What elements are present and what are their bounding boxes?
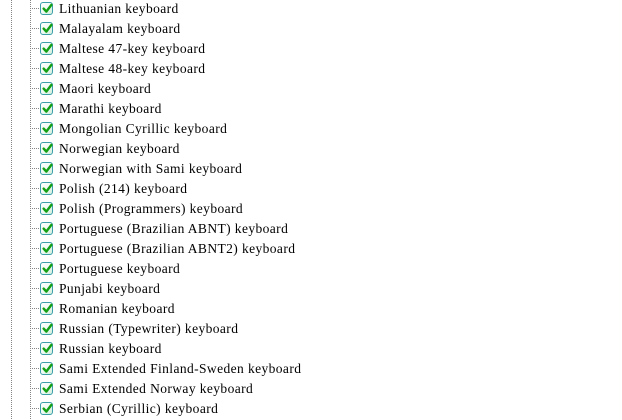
tree-item[interactable]: [0, 19, 622, 39]
tree-item-label[interactable]: Maltese 48-key keyboard: [59, 61, 206, 76]
tree-item[interactable]: [0, 339, 622, 359]
checked-checkbox[interactable]: [40, 262, 53, 275]
checked-checkbox[interactable]: [40, 142, 53, 155]
tree-item-label[interactable]: Polish (214) keyboard: [59, 181, 188, 196]
checked-checkbox[interactable]: [40, 202, 53, 215]
checkmark-icon: [41, 42, 54, 55]
tree-connector-line: [30, 248, 40, 249]
tree-item-label[interactable]: Russian keyboard: [59, 341, 162, 356]
tree-item[interactable]: [0, 219, 622, 239]
tree-connector-line: [30, 408, 40, 409]
tree-connector-line: [30, 108, 40, 109]
tree-item[interactable]: [0, 99, 622, 119]
checkmark-icon: [41, 342, 54, 355]
tree-item[interactable]: [0, 199, 622, 219]
checkmark-icon: [41, 242, 54, 255]
tree-connector-line: [30, 8, 40, 9]
checkmark-icon: [41, 282, 54, 295]
tree-connector-line: [30, 88, 40, 89]
tree-item-label[interactable]: Norwegian keyboard: [59, 141, 180, 156]
checked-checkbox[interactable]: [40, 402, 53, 415]
checkmark-icon: [41, 322, 54, 335]
tree-item[interactable]: [0, 299, 622, 319]
checkmark-icon: [41, 402, 54, 415]
checked-checkbox[interactable]: [40, 342, 53, 355]
tree-connector-line: [30, 68, 40, 69]
tree-item-label[interactable]: Portuguese (Brazilian ABNT) keyboard: [59, 221, 289, 236]
tree-item[interactable]: [0, 39, 622, 59]
checkmark-icon: [41, 2, 54, 15]
tree-connector-line: [30, 388, 40, 389]
checkmark-icon: [41, 142, 54, 155]
tree-item-label[interactable]: Mongolian Cyrillic keyboard: [59, 121, 228, 136]
tree-item-label[interactable]: Punjabi keyboard: [59, 281, 161, 296]
checked-checkbox[interactable]: [40, 62, 53, 75]
tree-item[interactable]: [0, 259, 622, 279]
checked-checkbox[interactable]: [40, 282, 53, 295]
tree-item-label[interactable]: Marathi keyboard: [59, 101, 162, 116]
tree-connector-line: [30, 308, 40, 309]
tree-connector-line: [30, 368, 40, 369]
tree-connector-line: [30, 208, 40, 209]
tree-item[interactable]: [0, 59, 622, 79]
tree-connector-line: [30, 228, 40, 229]
tree-item-label[interactable]: Sami Extended Norway keyboard: [59, 381, 254, 396]
checked-checkbox[interactable]: [40, 182, 53, 195]
checkmark-icon: [41, 62, 54, 75]
checkmark-icon: [41, 22, 54, 35]
tree-item-label[interactable]: Serbian (Cyrillic) keyboard: [59, 401, 219, 416]
checkmark-icon: [41, 182, 54, 195]
tree-item[interactable]: [0, 379, 622, 399]
tree-item-label[interactable]: Norwegian with Sami keyboard: [59, 161, 243, 176]
tree-connector-line: [30, 168, 40, 169]
checked-checkbox[interactable]: [40, 382, 53, 395]
checked-checkbox[interactable]: [40, 22, 53, 35]
tree-item[interactable]: [0, 399, 622, 419]
checkmark-icon: [41, 262, 54, 275]
tree-item-label[interactable]: Portuguese (Brazilian ABNT2) keyboard: [59, 241, 296, 256]
tree-item[interactable]: [0, 139, 622, 159]
tree-item-label[interactable]: Malayalam keyboard: [59, 21, 181, 36]
tree-connector-line: [30, 288, 40, 289]
checkmark-icon: [41, 122, 54, 135]
checkmark-icon: [41, 222, 54, 235]
checked-checkbox[interactable]: [40, 42, 53, 55]
checked-checkbox[interactable]: [40, 322, 53, 335]
tree-item[interactable]: [0, 159, 622, 179]
tree-item[interactable]: [0, 239, 622, 259]
checkmark-icon: [41, 362, 54, 375]
tree-item-label[interactable]: Maori keyboard: [59, 81, 152, 96]
tree-connector-line: [30, 48, 40, 49]
tree-item[interactable]: [0, 119, 622, 139]
tree-item-label[interactable]: Portuguese keyboard: [59, 261, 181, 276]
checked-checkbox[interactable]: [40, 222, 53, 235]
checked-checkbox[interactable]: [40, 122, 53, 135]
checked-checkbox[interactable]: [40, 362, 53, 375]
tree-item[interactable]: [0, 359, 622, 379]
tree-connector-line: [30, 328, 40, 329]
tree-item-label[interactable]: Romanian keyboard: [59, 301, 175, 316]
checked-checkbox[interactable]: [40, 82, 53, 95]
tree-item-label[interactable]: Russian (Typewriter) keyboard: [59, 321, 239, 336]
checkmark-icon: [41, 302, 54, 315]
checkmark-icon: [41, 82, 54, 95]
tree-item-label[interactable]: Sami Extended Finland-Sweden keyboard: [59, 361, 302, 376]
tree-item[interactable]: [0, 79, 622, 99]
tree-item[interactable]: [0, 179, 622, 199]
checked-checkbox[interactable]: [40, 102, 53, 115]
checked-checkbox[interactable]: [40, 302, 53, 315]
tree-connector-line: [30, 28, 40, 29]
checked-checkbox[interactable]: [40, 162, 53, 175]
tree-connector-line: [30, 148, 40, 149]
checkmark-icon: [41, 382, 54, 395]
checkmark-icon: [41, 102, 54, 115]
tree-item[interactable]: [0, 0, 622, 19]
tree-connector-line: [30, 268, 40, 269]
tree-connector-line: [30, 348, 40, 349]
tree-item-label[interactable]: Maltese 47-key keyboard: [59, 41, 206, 56]
tree-item[interactable]: [0, 319, 622, 339]
checkmark-icon: [41, 162, 54, 175]
tree-item-label[interactable]: Lithuanian keyboard: [59, 1, 179, 16]
checked-checkbox[interactable]: [40, 242, 53, 255]
tree-item[interactable]: [0, 279, 622, 299]
checkmark-icon: [41, 202, 54, 215]
checked-checkbox[interactable]: [40, 2, 53, 15]
tree-item-label[interactable]: Polish (Programmers) keyboard: [59, 201, 244, 216]
tree-connector-line: [30, 128, 40, 129]
tree-connector-line: [30, 188, 40, 189]
